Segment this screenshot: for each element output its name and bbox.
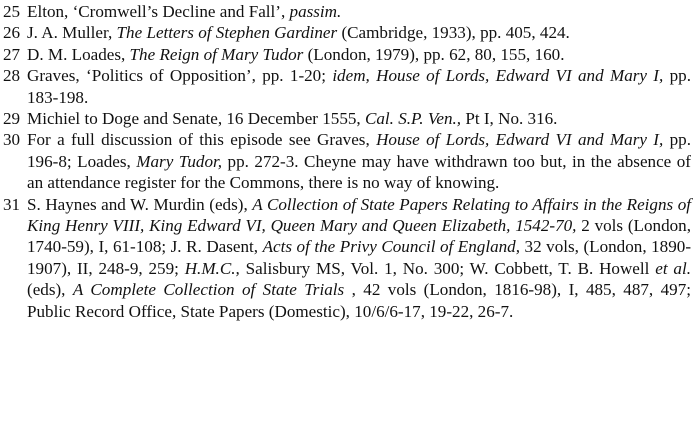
note-text	[27, 194, 691, 322]
note-text	[27, 129, 691, 193]
note-26	[0, 22, 700, 43]
note-number: 31	[3, 194, 21, 214]
note-30	[0, 129, 700, 193]
note-text-italic: et al.	[655, 258, 691, 278]
note-text	[27, 108, 691, 129]
note-text-segment: S. Haynes and W. Murdin (eds),	[27, 194, 253, 214]
note-text-italic: H.M.C.,	[184, 258, 240, 278]
note-text-segment: For a full discussion of this episode see Graves,	[27, 130, 377, 150]
note-text	[27, 65, 691, 108]
note-text-italic: Mary Tudor,	[136, 151, 223, 171]
note-text	[27, 1, 691, 22]
note-text-segment: (Cambridge, 1933), pp. 405, 424.	[337, 23, 570, 43]
note-text-segment: pp. 272-3. Cheyne may have withdrawn too but, in the absence of an attendance register for the Commons, there is no way of knowing.	[27, 151, 692, 193]
note-text-segment: Pt I, No. 316.	[461, 109, 558, 129]
note-25	[0, 1, 700, 22]
note-number: 27	[3, 44, 21, 64]
note-number: 30	[3, 130, 21, 150]
note-text-segment: 32 vols, (London, 1890-1907), II, 248-9, 259;	[27, 237, 692, 278]
note-text-segment: pp. 196-8; Loades,	[27, 130, 691, 171]
note-number: 25	[3, 2, 21, 21]
note-text-segment: J. A. Muller,	[27, 23, 117, 43]
note-27	[0, 44, 700, 65]
note-text-italic: idem, House of Lords, Edward VI and Mary I,	[332, 66, 664, 86]
note-text-segment: (London, 1979), pp. 62, 80, 155, 160.	[303, 44, 565, 64]
note-text-segment: , 42 vols (London, 1816-98), I, 485, 487, 497; Public Record Office, State Papers (Domestic), 10/6/6-17, 19-22, 26-7.	[27, 280, 691, 321]
note-29	[0, 108, 700, 129]
note-text-italic: The Reign of Mary Tudor	[129, 44, 304, 64]
note-28	[0, 65, 700, 108]
note-text-segment: Graves, ‘Politics of Opposition’, pp. 1-20;	[27, 66, 333, 86]
note-number: 28	[3, 66, 21, 86]
note-text	[27, 44, 691, 65]
note-text-italic: Cal. S.P. Ven.,	[364, 109, 462, 129]
note-text-italic: House of Lords, Edward VI and Mary I,	[376, 130, 664, 150]
note-text-italic: A Complete Collection of State Trials	[72, 280, 345, 300]
note-text-segment: Michiel to Doge and Senate, 16 December 1555,	[27, 109, 365, 129]
note-number: 29	[3, 109, 21, 129]
note-text-segment: D. M. Loades,	[27, 44, 130, 64]
note-text	[27, 22, 691, 43]
note-text-italic: A Collection of State Papers Relating to Affairs in the Reigns of King Henry VIII, King Edward VI, Queen Mary and Queen Elizabeth, 1542-70,	[27, 194, 692, 236]
note-text-segment: Elton, ‘Cromwell’s Decline and Fall’,	[27, 2, 290, 21]
note-text-segment: (eds),	[27, 280, 73, 300]
note-31	[0, 194, 700, 322]
note-text-segment: 2 vols (London, 1740-59), I, 61-108; J. R. Dasent,	[27, 216, 691, 257]
note-text-italic: The Letters of Stephen Gardiner	[116, 23, 338, 43]
note-text-segment: Salisbury MS, Vol. 1, No. 300; W. Cobbett, T. B. Howell	[239, 258, 656, 278]
note-text-italic: Acts of the Privy Council of England,	[262, 237, 521, 257]
note-number: 26	[3, 23, 21, 43]
note-text-italic: passim.	[289, 2, 342, 21]
note-text-segment: pp. 183-198.	[27, 66, 691, 107]
